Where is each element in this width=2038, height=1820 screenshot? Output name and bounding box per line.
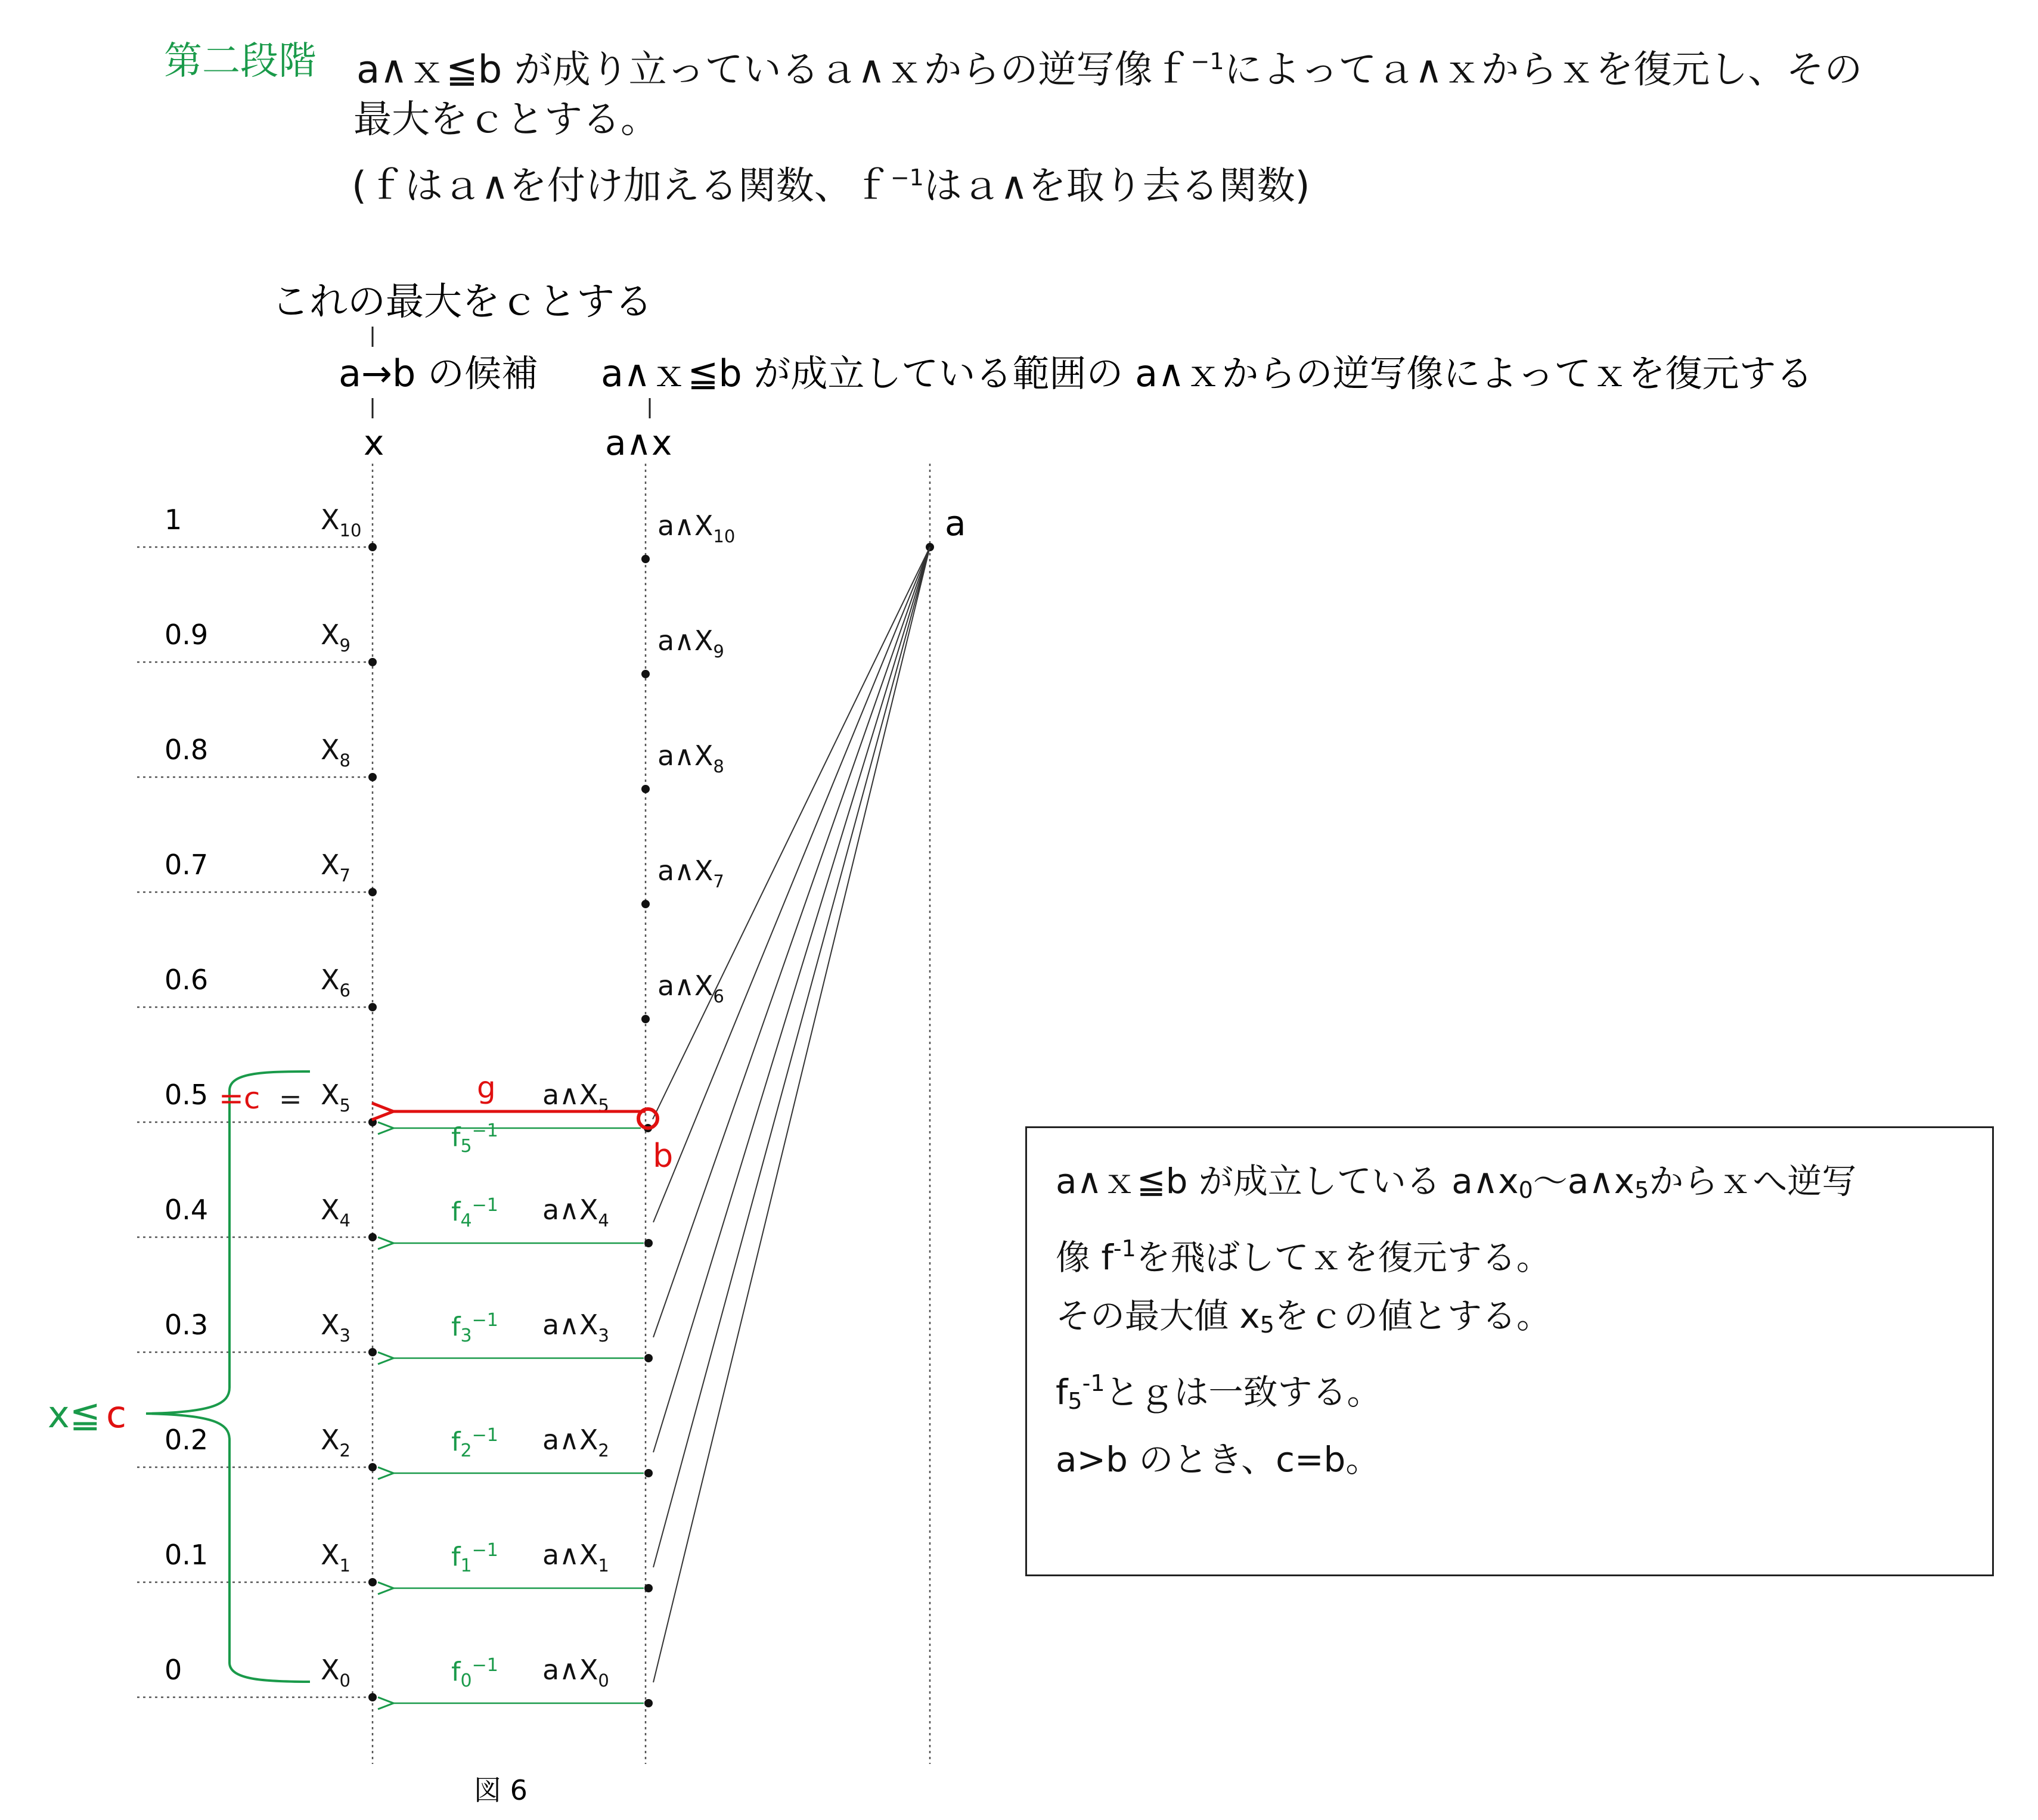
info-line-1b: 〜a∧x bbox=[1533, 1161, 1635, 1201]
ax-label-2: $a\wedge X_2$ bbox=[542, 1424, 609, 1461]
ax-point-3 bbox=[644, 1354, 653, 1362]
info-line-4-sub: 5 bbox=[1068, 1388, 1082, 1414]
brace-label-x: x≦ bbox=[48, 1393, 101, 1436]
info-line-1c: からｘへ逆写 bbox=[1649, 1161, 1857, 1201]
ax-point-2 bbox=[644, 1469, 653, 1477]
b-label: b bbox=[653, 1137, 674, 1175]
info-line-2-sup: -1 bbox=[1113, 1235, 1136, 1262]
x-label-6: $X_6$ bbox=[321, 964, 350, 1001]
info-line-3 bbox=[1056, 1287, 1963, 1354]
ax-label-10: $a\wedge X_{10}$ bbox=[657, 510, 736, 546]
info-line-2b: を飛ばしてｘを復元する。 bbox=[1136, 1237, 1551, 1278]
f-inverse-label-1: $f_1^{-1}$ bbox=[451, 1540, 498, 1576]
info-line-3b: をｃの値とする。 bbox=[1274, 1296, 1551, 1336]
f-inverse-label-0: $f_0^{-1}$ bbox=[451, 1655, 498, 1691]
level-label-9: 0.9 bbox=[165, 619, 209, 651]
info-line-3a: その最大値 x bbox=[1056, 1296, 1260, 1336]
info-line-1 bbox=[1056, 1152, 1963, 1219]
ax-point-9 bbox=[641, 670, 650, 678]
x-label-10: $X_{10}$ bbox=[321, 504, 362, 541]
ax-point-8 bbox=[641, 785, 650, 793]
ax-point-6 bbox=[641, 1015, 650, 1023]
x-label-2: $X_2$ bbox=[321, 1424, 350, 1461]
ax-point-0 bbox=[644, 1699, 653, 1707]
ax-label-9: $a\wedge X_9$ bbox=[657, 625, 724, 661]
fan-line-3 bbox=[653, 547, 930, 1337]
x-point-6 bbox=[368, 1003, 377, 1011]
x-point-7 bbox=[368, 888, 377, 896]
ax-label-6: $a\wedge X_6$ bbox=[657, 970, 724, 1007]
x-point-10 bbox=[368, 543, 377, 551]
x-label-9: $X_9$ bbox=[321, 619, 350, 656]
level-label-3: 0.3 bbox=[165, 1309, 209, 1341]
header-line-3a: (ｆはａ∧を付け加える関数、ｆ bbox=[352, 164, 891, 209]
ax-label-5: $a\wedge X_5$ bbox=[542, 1079, 609, 1116]
level-label-0: 0 bbox=[165, 1654, 182, 1686]
brace bbox=[146, 1071, 310, 1682]
x-label-3: $X_3$ bbox=[321, 1309, 350, 1346]
x-label-1: $X_1$ bbox=[321, 1539, 350, 1576]
level-label-7: 0.7 bbox=[165, 849, 209, 881]
x-point-8 bbox=[368, 773, 377, 781]
info-line-1-sub-2: 5 bbox=[1634, 1177, 1649, 1203]
info-line-2 bbox=[1056, 1219, 1963, 1287]
brace-label-c: c bbox=[106, 1393, 127, 1436]
x-point-9 bbox=[368, 658, 377, 666]
info-line-4a: f bbox=[1056, 1372, 1068, 1412]
x-point-2 bbox=[368, 1463, 377, 1471]
info-line-5: a>b のとき、c=b。 bbox=[1056, 1439, 1381, 1480]
info-line-1a: a∧ｘ≦b が成立している a∧x bbox=[1056, 1161, 1519, 1201]
figure-caption: 図 6 bbox=[474, 1774, 528, 1806]
header-line-2: 最大をｃとする。 bbox=[353, 98, 659, 142]
fan-line-0 bbox=[653, 547, 930, 1682]
header-line-1-tail: によってａ∧ｘからｘを復元し、その bbox=[1224, 48, 1863, 92]
ax-point-1 bbox=[644, 1584, 653, 1592]
top-caption: これの最大をｃとする bbox=[271, 280, 653, 324]
ax-label-0: $a\wedge X_0$ bbox=[542, 1654, 609, 1691]
level-label-10: 1 bbox=[165, 504, 182, 536]
x-point-4 bbox=[368, 1233, 377, 1241]
x-label-4: $X_4$ bbox=[321, 1194, 350, 1231]
x-label-8: $X_8$ bbox=[321, 734, 350, 771]
ax-label-3: $a\wedge X_3$ bbox=[542, 1309, 609, 1346]
level-label-8: 0.8 bbox=[165, 734, 209, 766]
header-line-3-sup: −1 bbox=[890, 164, 924, 191]
x-point-5 bbox=[368, 1118, 377, 1126]
col-x-label: x bbox=[364, 423, 384, 463]
g-label: g bbox=[477, 1070, 496, 1105]
equals-sign: = bbox=[279, 1083, 302, 1115]
x-point-3 bbox=[368, 1348, 377, 1356]
level-label-4: 0.4 bbox=[165, 1194, 209, 1226]
x-label-0: $X_0$ bbox=[321, 1654, 350, 1691]
x-point-0 bbox=[368, 1693, 377, 1701]
a-label: a bbox=[945, 503, 966, 543]
fan-line-1 bbox=[653, 547, 930, 1567]
info-line-2a: 像 f bbox=[1056, 1237, 1113, 1278]
level-label-6: 0.6 bbox=[165, 964, 209, 996]
equals-c: =c bbox=[219, 1081, 260, 1116]
ax-label-7: $a\wedge X_7$ bbox=[657, 855, 724, 892]
info-line-4 bbox=[1056, 1354, 1963, 1430]
header-line-3b: はａ∧を取り去る関数) bbox=[923, 164, 1310, 209]
f-inverse-label-5: $f_5^{-1}$ bbox=[451, 1120, 498, 1157]
stage-label: 第二段階 bbox=[164, 39, 317, 83]
info-line-1-sub-1: 0 bbox=[1518, 1177, 1533, 1203]
info-line-3-sub: 5 bbox=[1260, 1312, 1274, 1338]
f-inverse-label-3: $f_3^{-1}$ bbox=[451, 1310, 498, 1346]
info-line-4-sup: -1 bbox=[1082, 1370, 1105, 1396]
ax-point-10 bbox=[641, 555, 650, 563]
x-point-1 bbox=[368, 1578, 377, 1586]
level-label-5: 0.5 bbox=[165, 1079, 209, 1111]
header-line-1-sup: −1 bbox=[1190, 48, 1224, 74]
left-caption: a→b の候補 bbox=[339, 352, 539, 395]
ax-label-8: $a\wedge X_8$ bbox=[657, 740, 724, 777]
f-inverse-label-4: $f_4^{-1}$ bbox=[451, 1195, 498, 1231]
f-inverse-label-2: $f_2^{-1}$ bbox=[451, 1425, 498, 1461]
ax-point-4 bbox=[644, 1239, 653, 1247]
ax-label-4: $a\wedge X_4$ bbox=[542, 1194, 609, 1231]
info-box bbox=[1025, 1126, 1994, 1576]
col-ax-label: a∧x bbox=[605, 423, 672, 463]
level-label-1: 0.1 bbox=[165, 1539, 209, 1571]
x-label-7: $X_7$ bbox=[321, 849, 350, 886]
level-label-2: 0.2 bbox=[165, 1424, 209, 1456]
ax-point-7 bbox=[641, 900, 650, 908]
info-line-4b: とｇは一致する。 bbox=[1105, 1372, 1382, 1412]
x-label-5: $X_5$ bbox=[321, 1079, 350, 1116]
ax-label-1: $a\wedge X_1$ bbox=[542, 1539, 609, 1576]
header-line-1-text: a∧ｘ≦b が成り立っているａ∧ｘからの逆写像ｆ bbox=[356, 48, 1191, 92]
right-caption: a∧ｘ≦b が成立している範囲の a∧ｘからの逆写像によってｘを復元する bbox=[601, 352, 1813, 395]
